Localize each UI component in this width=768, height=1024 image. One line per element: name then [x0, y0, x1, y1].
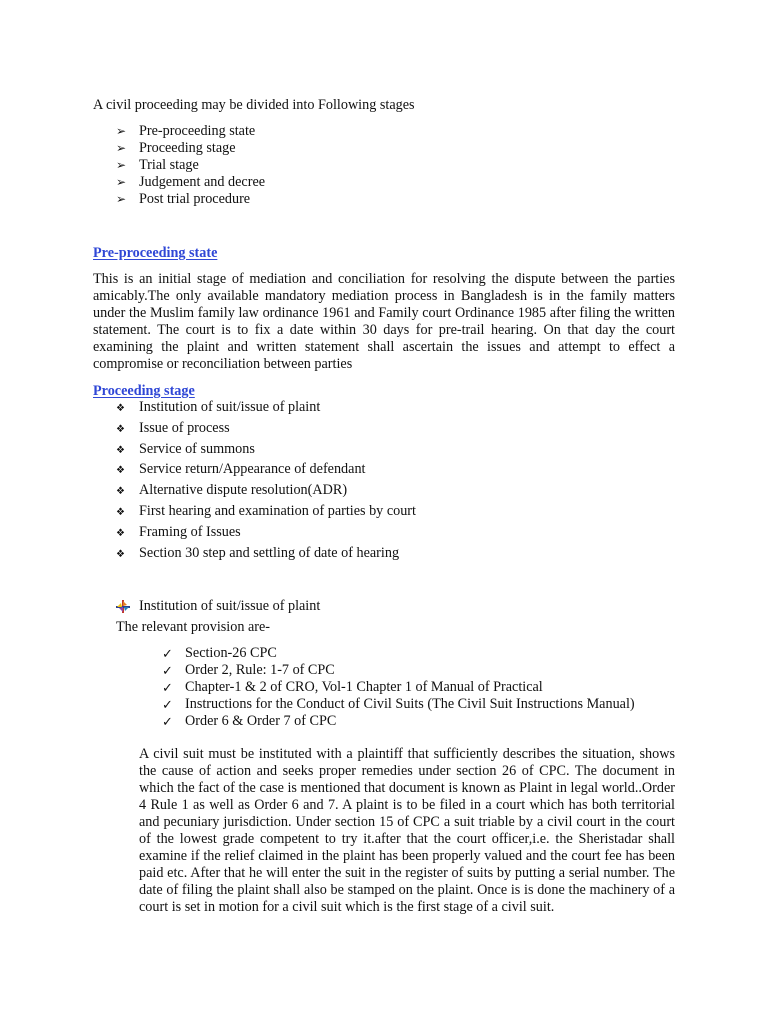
- diamond-bullet-icon: ❖: [116, 444, 125, 456]
- list-item: ✓ Chapter-1 & 2 of CRO, Vol-1 Chapter 1 of Manual of Practical: [162, 679, 543, 695]
- diamond-bullet-icon: ❖: [116, 403, 125, 414]
- intro-text: A civil proceeding may be divided into Following stages: [93, 97, 415, 113]
- list-item: ✓ Order 6 & Order 7 of CPC: [162, 713, 337, 729]
- checkmark-icon: ✓: [162, 697, 173, 712]
- list-item: ❖ First hearing and examination of parties by court: [116, 502, 416, 519]
- institution-subheading: Institution of suit/issue of plaint: [116, 598, 320, 615]
- diamond-bullet-icon: ❖: [116, 423, 125, 435]
- list-item: ➢ Post trial procedure: [116, 191, 251, 207]
- list-item: ✓ Instructions for the Conduct of Civil Suits (The Civil Suit Instructions Manual): [162, 696, 635, 712]
- diamond-bullet-icon: ❖: [116, 486, 125, 498]
- list-item: ❖ Service of summons: [116, 440, 255, 457]
- diamond-bullet-icon: ❖: [116, 506, 125, 518]
- checkmark-icon: ✓: [162, 646, 173, 661]
- proceeding-heading: Proceeding stage: [93, 383, 195, 399]
- arrow-bullet-icon: ➢: [116, 175, 127, 189]
- list-item: ✓ Order 2, Rule: 1-7 of CPC: [162, 662, 335, 678]
- list-item: ✓ Section-26 CPC: [162, 645, 277, 661]
- list-item: ❖ Institution of suit/issue of plaint: [116, 399, 321, 415]
- pre-proceeding-paragraph: This is an initial stage of mediation and conciliation for resolving the dispute between the parties amicably.The only available mandatory mediation process in Bangladesh is in the family matters under the Muslim family law ordinance 1961 and Family court Ordinance 1985 after filing the written statement. The court is to fix a date within 30 days for pre-trail hearing. On that day the court examining the plaint and written statement shall ascertain the issues and attempt to effect a compromise or reconciliation between parties: [93, 271, 675, 372]
- stages-list: [116, 123, 265, 208]
- provisions-list: [162, 645, 675, 730]
- list-item: ➢ Pre-proceeding state: [116, 123, 256, 139]
- list-item: ❖ Issue of process: [116, 419, 230, 436]
- diamond-bullet-icon: ❖: [116, 527, 125, 539]
- list-item: ❖ Section 30 step and settling of date of hearing: [116, 544, 400, 561]
- list-item: ❖ Service return/Appearance of defendant: [116, 461, 366, 478]
- relevant-provision-label: The relevant provision are-: [116, 619, 271, 635]
- diamond-bullet-icon: ❖: [116, 465, 125, 477]
- list-item: ❖ Alternative dispute resolution(ADR): [116, 482, 348, 499]
- checkmark-icon: ✓: [162, 663, 173, 678]
- diamond-bullet-icon: ❖: [116, 548, 125, 560]
- checkmark-icon: ✓: [162, 680, 173, 695]
- pre-proceeding-heading: Pre-proceeding state: [93, 245, 218, 261]
- arrow-bullet-icon: ➢: [116, 141, 127, 155]
- arrow-bullet-icon: ➢: [116, 124, 127, 138]
- list-item: ➢ Judgement and decree: [116, 174, 266, 190]
- arrow-bullet-icon: ➢: [116, 158, 127, 172]
- list-item: ➢ Proceeding stage: [116, 140, 236, 156]
- list-item: ❖ Framing of Issues: [116, 523, 241, 540]
- arrow-bullet-icon: ➢: [116, 192, 127, 206]
- proceeding-steps-list: [116, 399, 416, 565]
- institution-paragraph: A civil suit must be instituted with a plaintiff that sufficiently describes the situation, shows the cause of action and seeks proper remedies under section 26 of CPC. The document in which the fact of the case is mentioned that document is known as Plaint in legal world..Order 4 Rule 1 as well as Order 6 and 7. A plaint is to be filed in a court which has both territorial and pecuniary jurisdiction. Under section 15 of CPC a suit triable by a civil court in the court of the lowest grade competent to try it.after that the court officer,i.e. the Sheristadar shall examine if the relief claimed in the plaint has been properly valued and the court fee has been paid etc. After that he will enter the suit in the register of suits by putting a serial number. The date of filing the plaint shall also be stamped on the plaint. Once is is done the machinery of a court is set in motion for a civil suit which is the first stage of a civil suit.: [139, 746, 675, 915]
- checkmark-icon: ✓: [162, 714, 173, 729]
- pinwheel-icon: [116, 600, 130, 613]
- list-item: ➢ Trial stage: [116, 157, 199, 173]
